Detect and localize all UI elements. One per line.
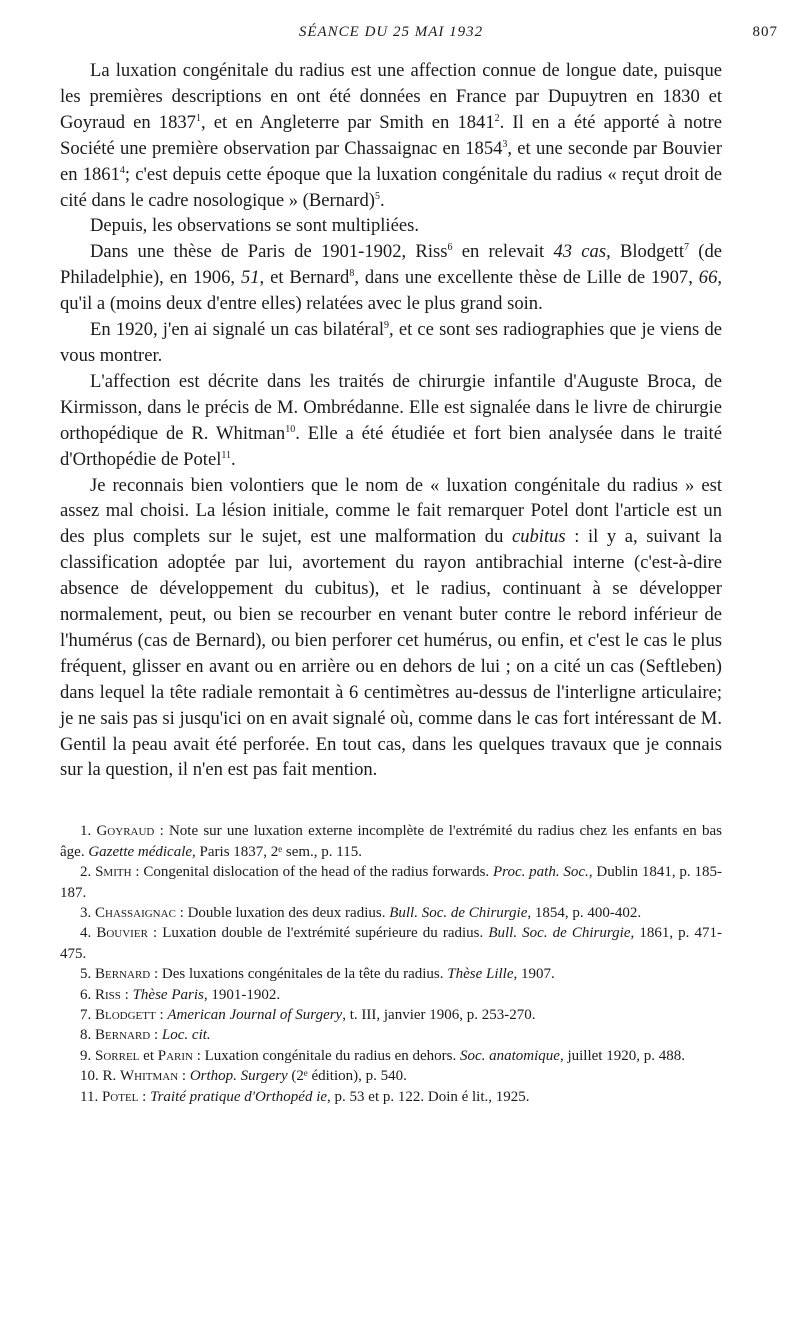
italic-text: Proc. path. Soc.	[493, 864, 589, 881]
footnote-ref: 2	[494, 112, 500, 124]
text-run: :	[150, 1027, 162, 1044]
text-run: , Dublin 1841, p. 185-187.	[60, 864, 722, 901]
footnote-ref: 10	[285, 423, 296, 435]
text-run: , dans une excellente thèse de Lille de 1907,	[354, 267, 699, 289]
author-name: Sorrel	[95, 1047, 140, 1064]
text-run: 8.	[80, 1027, 95, 1044]
article-body	[60, 58, 722, 783]
italic-text: 51	[240, 267, 260, 289]
paragraph	[60, 473, 722, 784]
text-run: 3.	[80, 905, 95, 921]
text-run: , et ce sont ses radiographies que je viens de vous montrer.	[60, 319, 722, 366]
text-run: .	[231, 448, 236, 470]
footnote	[60, 1046, 722, 1066]
author-name: Riss	[95, 986, 121, 1003]
text-run: :	[155, 1007, 168, 1024]
text-run: ; c'est depuis cette époque que la luxation congénitale du radius « reçut droit de cité dans le cadre nosologique » (Bernard)	[60, 163, 722, 211]
paragraph	[60, 213, 722, 239]
text-run: . Elle a été étudiée et fort bien analysée dans le traité d'Orthopédie de Potel	[60, 422, 722, 470]
italic-text: Bull. Soc. de Chirurgie	[389, 905, 528, 921]
text-run: : Luxation double de l'extrémité supérieure du radius.	[147, 925, 489, 942]
text-run: : Double luxation des deux radius.	[175, 905, 390, 921]
footnote-ref: 7	[684, 242, 690, 254]
paragraph	[60, 239, 722, 317]
text-run: , et en Angleterre par Smith en 1841	[200, 111, 495, 133]
text-run: .	[379, 189, 385, 211]
text-run: Je reconnais bien volontiers que le nom de « luxation congénitale du radius » est assez mal choisi. La lésion initiale, comme le fait remarquer Potel dont l'article est un des plus complets sur le sujet, est une malformation du	[60, 474, 722, 548]
italic-text: Soc. anatomique	[459, 1047, 560, 1064]
text-run: , et Bernard	[259, 267, 350, 289]
author-name: Bernard	[95, 1027, 151, 1044]
italic-text: 66	[698, 267, 718, 289]
italic-text: Loc. cit.	[161, 1027, 211, 1044]
paragraph	[60, 317, 722, 369]
text-run: , t. III, janvier 1906, p. 253-270.	[342, 1007, 536, 1024]
footnote	[60, 1025, 722, 1045]
footnote-ref: 3	[502, 138, 508, 150]
italic-text: 43 cas	[553, 241, 607, 263]
text-run: 7.	[80, 1007, 95, 1024]
text-run: , 1901-1902.	[203, 986, 281, 1003]
italic-text: Thèse Paris	[132, 986, 204, 1003]
text-run: 5.	[80, 966, 95, 983]
text-run: : Congenital dislocation of the head of the radius forwards.	[131, 864, 493, 881]
text-run: L'affection est décrite dans les traités de chirurgie infantile d'Auguste Broca, de Kirmisson, dans le précis de M. Ombrédanne. Elle est signalée dans le livre de chirurgie orthopédique de R. Whitman	[60, 370, 722, 444]
text-run: , 1907.	[513, 966, 555, 983]
text-run: , Blodgett	[606, 241, 685, 263]
text-run: 11.	[80, 1088, 102, 1105]
text-run: , p. 53 et p. 122. Doin é lit., 1925.	[327, 1088, 530, 1105]
footnotes	[60, 821, 722, 1107]
footnote-ref: 8	[349, 268, 355, 280]
text-run: La luxation congénitale du radius est une affection connue de longue date, puisque les premières descriptions en ont été données en France par Dupuytren en 1830 et Goyraud en 1837	[60, 60, 722, 133]
text-run: : Luxation congénitale du radius en dehors.	[192, 1047, 460, 1064]
author-name: Smith	[95, 864, 132, 881]
footnote	[60, 821, 722, 862]
author-name: Parin	[157, 1047, 193, 1064]
footnote-ref: 6	[447, 242, 453, 254]
footnote-ref: 5	[374, 190, 380, 202]
italic-text: Traité pratique d'Orthopéd ie	[150, 1088, 328, 1105]
page-number: 807	[752, 24, 778, 40]
text-run: . Il en a été apporté à notre Société une première observation par Chassaignac en 1854	[60, 111, 722, 159]
text-run: : Des luxations congénitales de la tête du radius.	[150, 966, 448, 983]
text-run: En 1920, j'en ai signalé un cas bilatéral	[90, 319, 385, 341]
footnote-ref: 1	[195, 112, 201, 124]
author-name: Chassaignac	[95, 905, 176, 921]
author-name: Goyraud	[96, 823, 155, 840]
text-run: en relevait	[452, 241, 554, 263]
text-run: : Note sur une luxation externe incomplète de l'extrémité du radius chez les enfants en bas âge.	[60, 823, 722, 860]
footnote-ref: 4	[119, 164, 125, 176]
text-run: 2.	[80, 864, 96, 881]
footnote	[60, 1087, 722, 1107]
running-title: SÉANCE DU 25 MAI 1932	[298, 24, 484, 40]
footnote-ref: 11	[221, 449, 232, 461]
text-run: , 1861, p. 471-475.	[60, 925, 722, 962]
footnote	[60, 923, 722, 964]
text-run: , juillet 1920, p. 488.	[559, 1047, 685, 1064]
footnote	[60, 903, 722, 923]
italic-text: Orthop. Surgery	[189, 1068, 288, 1085]
footnote	[60, 862, 722, 903]
italic-text: Thèse Lille	[447, 966, 514, 983]
text-run: 9.	[80, 1047, 95, 1064]
text-run: 1.	[80, 823, 97, 840]
running-head	[60, 20, 778, 46]
text-run: 6.	[80, 986, 95, 1003]
author-name: Whitman	[120, 1068, 179, 1085]
italic-text: Bull. Soc. de Chirurgie	[488, 925, 631, 942]
italic-text: American Journal of Surgery	[167, 1007, 343, 1024]
italic-text: cubitus	[511, 526, 566, 548]
footnote-ref: 9	[384, 320, 390, 332]
text-run: Depuis, les observations se sont multipliées.	[90, 215, 419, 237]
author-name: Potel	[101, 1088, 139, 1105]
text-run: , et une seconde par Bouvier en 1861	[60, 137, 723, 185]
text-run: 10. R.	[80, 1068, 121, 1085]
text-run: (de Philadelphie), en 1906,	[60, 241, 722, 289]
paragraph	[60, 58, 722, 213]
author-name: Bernard	[95, 966, 151, 983]
footnote	[60, 1005, 722, 1025]
text-run: :	[178, 1068, 190, 1085]
footnote	[60, 1066, 722, 1086]
text-run: Dans une thèse de Paris de 1901-1902, Riss	[90, 241, 448, 263]
text-run: (2ᵉ édition), p. 540.	[287, 1068, 407, 1085]
footnote	[60, 964, 722, 984]
footnote	[60, 985, 722, 1005]
text-run: , qu'il a (moins deux d'entre elles) relatées avec le plus grand soin.	[60, 267, 723, 315]
text-run: 4.	[80, 925, 97, 942]
paragraph	[60, 369, 722, 473]
text-run: :	[138, 1088, 151, 1105]
text-run: , 1854, p. 400-402.	[527, 905, 642, 921]
author-name: Blodgett	[95, 1007, 156, 1024]
text-run: , Paris 1837, 2ᵉ sem., p. 115.	[192, 843, 362, 860]
text-run: :	[120, 986, 133, 1003]
italic-text: Gazette médicale	[88, 843, 193, 860]
text-run: et	[139, 1047, 158, 1064]
author-name: Bouvier	[96, 925, 148, 942]
text-run: : il y a, suivant la classification adoptée par lui, avortement du rayon antibrachial interne (c'est-à-dire absence de développement du cubitus), et le radius, continuant à se développer normalement, peut, ou bien se recourber en venant buter contre le rebord inférieur de l'humérus (cas de Bernard), ou bien perforer cet humérus, ou enfin, et c'est le cas le plus fréquent, glisser en avant ou en arrière ou en dehors de lui ; on a cité un cas (Seftleben) dans lequel la tête radiale remontait à 6 centimètres au-dessus de l'interligne articulaire; je ne sais pas si jusqu'ici on en avait signalé où, comme dans le cas fort intéressant de M. Gentil la peau avait été perforée. En tout cas, dans les quelques travaux que je connais sur la question, il n'en est pas fait mention.	[60, 526, 722, 781]
